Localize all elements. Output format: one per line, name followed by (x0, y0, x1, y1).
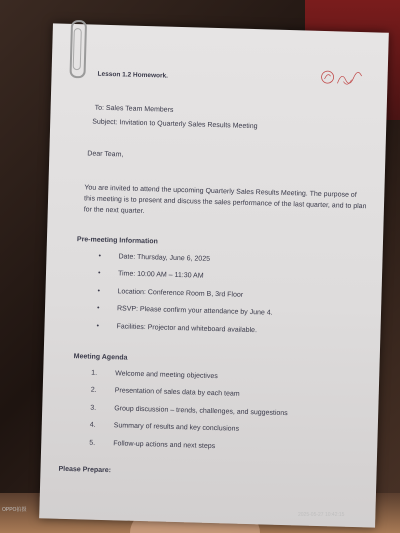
greeting: Dear Team, (87, 149, 124, 158)
list-item (72, 420, 362, 438)
list-item-text: Time: 10:00 AM – 11:30 AM (117, 270, 204, 280)
list-item (73, 385, 363, 403)
list-item (73, 368, 363, 386)
list-item (76, 251, 366, 269)
list-item-text: RSVP: Please confirm your attendance by June 4. (116, 305, 273, 317)
list-number: 4. (89, 421, 96, 429)
pre-meeting-list (74, 251, 366, 339)
agenda-list (71, 368, 363, 456)
list-number: 3. (90, 404, 97, 412)
list-item-text: Group discussion – trends, challenges, and suggestions (114, 404, 288, 417)
list-item (71, 438, 361, 456)
bullet-icon: • (97, 287, 101, 295)
list-number: 5. (89, 439, 96, 447)
bullet-icon: • (98, 252, 102, 260)
prepare-heading: Please Prepare: (58, 465, 112, 475)
list-item-text: Facilities: Projector and whiteboard available. (116, 322, 258, 334)
list-item (75, 286, 365, 304)
paper-sheet (39, 23, 389, 527)
agenda-heading: Meeting Agenda (73, 353, 128, 362)
list-item-text: Location: Conference Room B, 3rd Floor (117, 287, 244, 299)
list-item (75, 303, 365, 321)
list-number: 1. (91, 369, 98, 377)
camera-watermark: OPPO拍摄 (2, 507, 27, 513)
bullet-icon: • (96, 304, 100, 312)
list-item-text: Presentation of sales data by each team (114, 387, 240, 398)
bullet-icon: • (96, 322, 100, 330)
timestamp-watermark: 2025-05-27 10:42:15 (298, 512, 345, 518)
bullet-icon: • (97, 269, 101, 277)
intro-paragraph: You are invited to attend the upcoming Quarterly Sales Results Meeting. The purpose of this meeting is to present and discuss the sales performance of the last quarter, and to plan for the next quarter. (83, 184, 367, 216)
letter-body (58, 69, 371, 482)
list-item (74, 321, 364, 339)
list-item-text: Welcome and meeting objectives (115, 369, 218, 380)
subject-line: Subject: Invitation to Quarterly Sales Results Meeting (92, 118, 258, 131)
list-item-text: Summary of results and key conclusions (113, 422, 240, 433)
list-item-text: Date: Thursday, June 6, 2025 (118, 252, 211, 263)
paper-clip-inner (73, 28, 82, 70)
pre-meeting-heading: Pre-meeting Information (76, 236, 158, 246)
list-number: 2. (90, 386, 97, 394)
recipient-line: To: Sales Team Members (94, 104, 174, 114)
list-item-text: Follow-up actions and next steps (113, 439, 216, 450)
list-item (76, 268, 366, 286)
list-item (72, 403, 362, 421)
lesson-title: Lesson 1.2 Homework. (97, 70, 169, 80)
